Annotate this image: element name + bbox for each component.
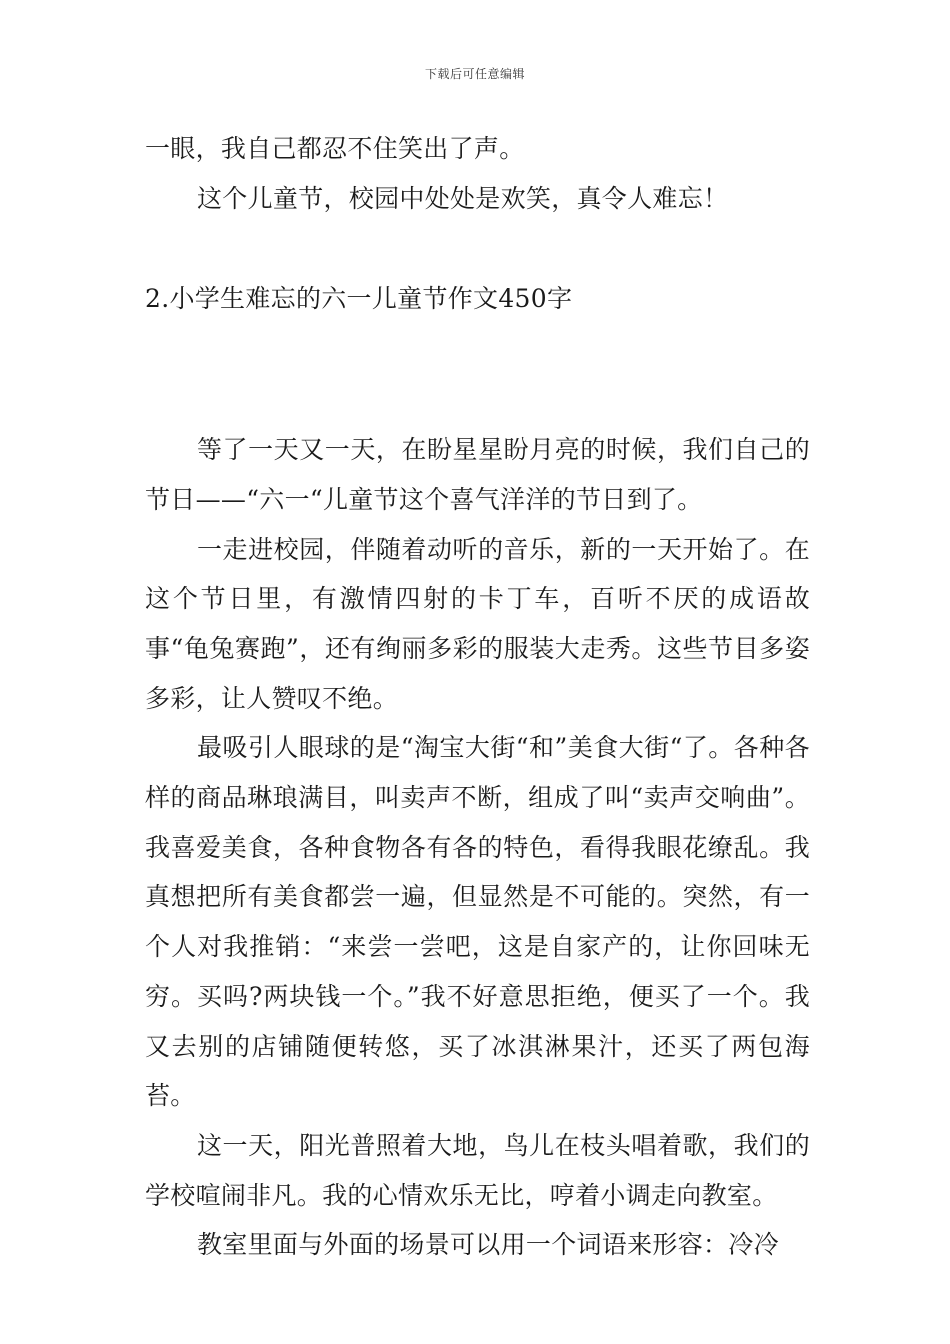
page-header: 下载后可任意编辑	[424, 67, 525, 81]
paragraph: 这一天，阳光普照着大地，鸟儿在枝头唱着歌，我们的学校喧闹非凡。我的心情欢乐无比，哼着小调走向教室。	[145, 1130, 810, 1210]
paragraph: 等了一天又一天，在盼星星盼月亮的时候，我们自己的节日——“六一“儿童节这个喜气洋洋的节日到了。	[145, 435, 810, 514]
spacer	[145, 324, 810, 425]
spacer	[145, 223, 810, 274]
paragraph: 一走进校园，伴随着动听的音乐，新的一天开始了。在这个节日里，有激情四射的卡丁车，百听不厌的成语故事“龟兔赛跑”，还有绚丽多彩的服装大走秀。这些节目多姿多彩，让人赞叹不绝。	[145, 534, 810, 713]
paragraph-closing: 这个儿童节，校园中处处是欢笑，真令人难忘！	[197, 183, 729, 213]
paragraph-continuation: 一眼，我自己都忍不住笑出了声。	[145, 134, 525, 163]
section-title: 2.小学生难忘的六一儿童节作文450字	[145, 284, 573, 314]
document-body	[145, 124, 810, 1270]
paragraph: 教室里面与外面的场景可以用一个词语来形容：冷冷	[197, 1230, 779, 1260]
paragraph: 最吸引人眼球的是“淘宝大街“和”美食大街“了。各种各样的商品琳琅满目，叫卖声不断，组成了叫“卖声交响曲”。我喜爱美食，各种食物各有各的特色，看得我眼花缭乱。我真想把所有美食都尝一遍，但显然是不可能的。突然，有一个人对我推销：“来尝一尝吧，这是自家产的，让你回味无穷。买吗?两块钱一个。”我不好意思拒绝，便买了一个。我又去别的店铺随便转悠，买了冰淇淋果汁，还买了两包海苔。	[145, 733, 810, 1111]
